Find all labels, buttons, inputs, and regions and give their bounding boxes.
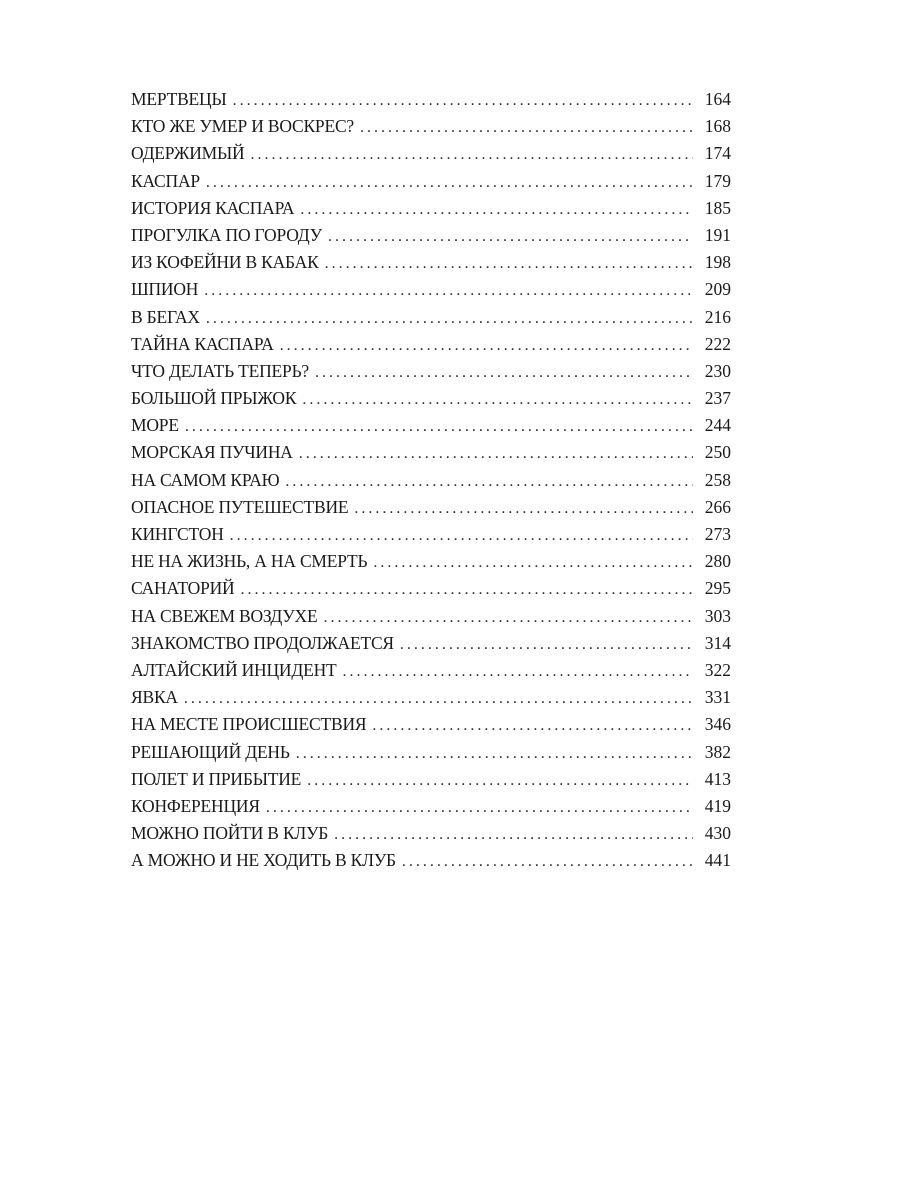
- toc-entry-page-number: 164: [704, 89, 731, 109]
- toc-dot-leader: [204, 277, 693, 304]
- toc-dot-leader: [233, 87, 693, 114]
- toc-dot-leader: [206, 169, 693, 196]
- toc-dot-leader: [307, 767, 693, 794]
- toc-entry: [131, 575, 731, 602]
- toc-entry: [131, 739, 731, 766]
- toc-entry-page-number: 273: [704, 524, 731, 544]
- toc-entry: [131, 86, 731, 113]
- toc-entry: [131, 331, 731, 358]
- toc-dot-leader: [360, 114, 693, 141]
- toc-entry-title: МОРСКАЯ ПУЧИНА: [131, 442, 293, 463]
- toc-entry-title: ТАЙНА КАСПАРА: [131, 333, 274, 354]
- toc-entry: [131, 521, 731, 548]
- toc-entry: [131, 276, 731, 303]
- toc-dot-leader: [325, 250, 693, 277]
- toc-entry-title: ПРОГУЛКА ПО ГОРОДУ: [131, 224, 322, 245]
- toc-entry-page-number: 303: [704, 605, 731, 626]
- toc-entry-page-number: 237: [704, 388, 731, 409]
- toc-entry-title: БОЛЬШОЙ ПРЫЖОК: [131, 388, 297, 409]
- toc-entry-page-number: 346: [704, 714, 731, 735]
- toc-entry: [131, 168, 731, 195]
- toc-entry-title: ОПАСНОЕ ПУТЕШЕСТВИЕ: [131, 496, 349, 517]
- toc-entry-page-number: 216: [704, 306, 731, 327]
- toc-entry-page-number: 244: [704, 415, 731, 436]
- toc-entry-page-number: 258: [704, 469, 731, 490]
- toc-entry-title: В БЕГАХ: [131, 306, 200, 327]
- toc-entry-title: КИНГСТОН: [131, 524, 224, 544]
- toc-entry-title: ИЗ КОФЕЙНИ В КАБАК: [131, 252, 319, 273]
- toc-dot-leader: [300, 196, 693, 223]
- toc-entry-page-number: 413: [704, 768, 731, 789]
- toc-dot-leader: [280, 332, 693, 359]
- toc-entry-page-number: 198: [704, 252, 731, 273]
- toc-entry-title: РЕШАЮЩИЙ ДЕНЬ: [131, 741, 290, 762]
- toc-entry: [131, 385, 731, 412]
- toc-entry-page-number: 280: [704, 551, 731, 572]
- toc-entry-page-number: 209: [704, 279, 731, 300]
- toc-entry-title: КОНФЕРЕНЦИЯ: [131, 795, 260, 816]
- toc-entry-page-number: 441: [704, 850, 731, 871]
- toc-entry: [131, 222, 731, 249]
- toc-dot-leader: [343, 658, 693, 685]
- toc-entry: [131, 820, 731, 847]
- toc-entry: [131, 766, 731, 793]
- toc-entry: [131, 494, 731, 521]
- toc-entry-page-number: 430: [704, 823, 731, 844]
- toc-entry-title: ЧТО ДЕЛАТЬ ТЕПЕРЬ?: [131, 360, 309, 381]
- toc-entry: [131, 358, 731, 385]
- toc-entry-page-number: 230: [704, 360, 731, 381]
- toc-entry: [131, 603, 731, 630]
- toc-entry-title: АЛТАЙСКИЙ ИНЦИДЕНТ: [131, 659, 337, 680]
- toc-dot-leader: [302, 386, 693, 413]
- toc-entry-title: МЕРТВЕЦЫ: [131, 89, 227, 109]
- toc-dot-leader: [334, 821, 693, 848]
- toc-entry: [131, 467, 731, 494]
- toc-entry-title: КТО ЖЕ УМЕР И ВОСКРЕС?: [131, 116, 354, 137]
- toc-dot-leader: [240, 576, 693, 603]
- toc-entry-title: НА МЕСТЕ ПРОИСШЕСТВИЯ: [131, 714, 367, 735]
- toc-dot-leader: [315, 359, 693, 386]
- toc-entry: [131, 195, 731, 222]
- toc-entry: [131, 711, 731, 738]
- toc-entry-title: САНАТОРИЙ: [131, 578, 235, 599]
- toc-entry: [131, 684, 731, 711]
- toc-entry-title: МОРЕ: [131, 415, 179, 436]
- toc-dot-leader: [185, 413, 693, 440]
- toc-dot-leader: [354, 495, 693, 522]
- toc-dot-leader: [400, 631, 693, 658]
- toc-entry-page-number: 222: [704, 333, 731, 354]
- toc-entry-page-number: 331: [704, 687, 731, 708]
- toc-dot-leader: [230, 522, 693, 549]
- toc-entry-title: ПОЛЕТ И ПРИБЫТИЕ: [131, 768, 302, 789]
- toc-entry-page-number: 295: [704, 578, 731, 599]
- toc-entry: [131, 304, 731, 331]
- toc-entry-title: А МОЖНО И НЕ ХОДИТЬ В КЛУБ: [131, 850, 396, 871]
- toc-dot-leader: [285, 468, 693, 495]
- toc-dot-leader: [328, 223, 693, 250]
- toc-entry-title: ИСТОРИЯ КАСПАРА: [131, 197, 295, 218]
- toc-entry-title: ЗНАКОМСТВО ПРОДОЛЖАЕТСЯ: [131, 632, 394, 653]
- toc-entry-page-number: 322: [704, 659, 731, 680]
- toc-dot-leader: [402, 848, 693, 875]
- toc-entry-page-number: 179: [704, 170, 731, 191]
- toc-dot-leader: [266, 794, 693, 821]
- toc-entry-title: ЯВКА: [131, 687, 178, 708]
- toc-dot-leader: [184, 685, 693, 712]
- toc-entry-title: ШПИОН: [131, 279, 199, 300]
- toc-entry: [131, 548, 731, 575]
- toc-dot-leader: [299, 440, 693, 467]
- toc-entry-title: НА САМОМ КРАЮ: [131, 469, 280, 490]
- toc-dot-leader: [372, 712, 693, 739]
- toc-entry: [131, 412, 731, 439]
- toc-entry-page-number: 168: [704, 116, 731, 137]
- toc-entry-title: НА СВЕЖЕМ ВОЗДУХЕ: [131, 605, 318, 626]
- toc-dot-leader: [373, 549, 693, 576]
- toc-dot-leader: [323, 604, 693, 631]
- toc-entry: [131, 793, 731, 820]
- toc-entry: [131, 249, 731, 276]
- toc-entry-page-number: 174: [704, 143, 731, 164]
- toc-entry-title: ОДЕРЖИМЫЙ: [131, 143, 245, 164]
- toc-entry-title: КАСПАР: [131, 170, 200, 191]
- toc-dot-leader: [296, 740, 693, 767]
- toc-dot-leader: [251, 141, 694, 168]
- toc-entry-page-number: 250: [704, 442, 731, 463]
- toc-entry-page-number: 314: [704, 632, 731, 653]
- toc-dot-leader: [206, 305, 693, 332]
- toc-entry: [131, 630, 731, 657]
- toc-entry: [131, 140, 731, 167]
- toc-entry: [131, 847, 731, 874]
- toc-entry: [131, 113, 731, 140]
- toc-entry-page-number: 266: [704, 496, 731, 517]
- toc-entry-page-number: 382: [704, 741, 731, 762]
- toc-entry: [131, 439, 731, 466]
- toc-entry-page-number: 419: [704, 795, 731, 816]
- table-of-contents: [131, 86, 731, 874]
- toc-entry: [131, 657, 731, 684]
- toc-entry-page-number: 185: [704, 197, 731, 218]
- toc-entry-title: НЕ НА ЖИЗНЬ, А НА СМЕРТЬ: [131, 551, 368, 572]
- toc-entry-page-number: 191: [704, 224, 731, 245]
- toc-entry-title: МОЖНО ПОЙТИ В КЛУБ: [131, 823, 329, 844]
